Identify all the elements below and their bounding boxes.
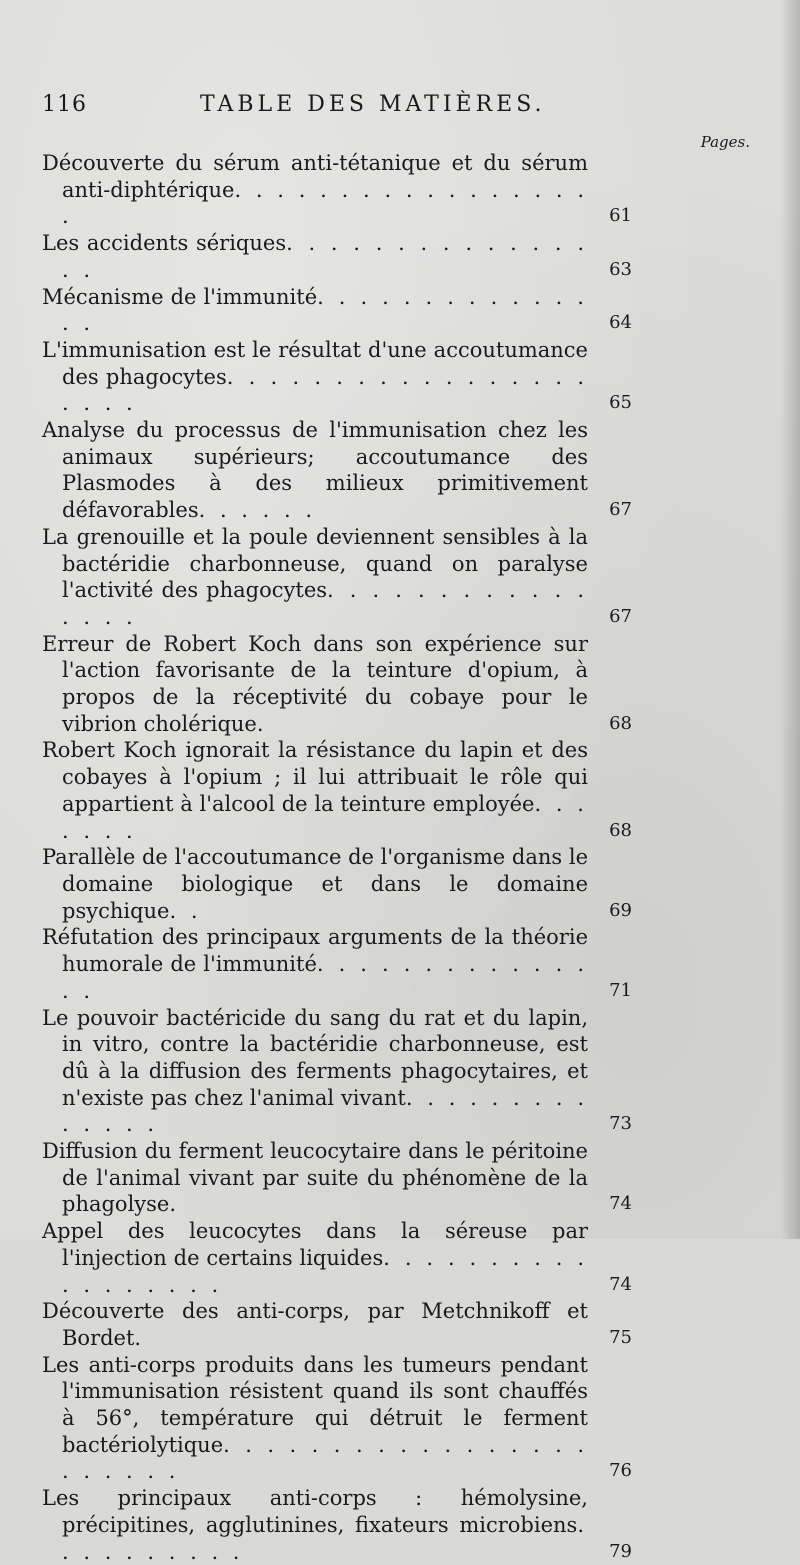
toc-entry-text: Robert Koch ignorait la résistance du lapin et des cobayes à l'opium ; il lui attribuait le rôle qui appartient à l'alcool de la teinture employée [42,738,588,816]
toc-page-number: 71 [609,979,632,1001]
toc-leader-dots: . . . . . . . . . . . . . . . [62,952,588,1003]
toc-leader-dots: . . . . . . . . . . . . . . . [62,284,588,336]
toc-entry [42,924,630,1004]
toc-entry-text: La grenouille et la poule deviennent sensibles à la bactéridie charbonneuse, quand on paralyse l'activité des phagocytes [42,524,588,603]
toc-entry [42,631,630,738]
toc-page-number: 76 [609,1460,632,1482]
toc-leader-dots: . . . . . . . . . . . . . . . . . . [62,177,588,229]
toc-entry [42,1298,630,1351]
page-number: 116 [42,92,87,117]
toc-entry-text: Analyse du processus de l'immunisation chez les animaux supérieurs; accoutumance des Plasmodes à des milieux primitivement défavorables [42,418,588,523]
toc-entry-text: Le pouvoir bactéricide du sang du rat et du lapin, in vitro, contre la bactéridie charbonneuse, est dû à la diffusion des ferments phagocytaires, et n'existe pas chez l'animal vivant [42,1005,588,1110]
toc-entry [42,1138,630,1218]
toc-entry [42,844,630,924]
toc-entry [42,1218,630,1298]
toc-page-number: 67 [609,499,632,521]
pages-column-label: Pages. [700,133,750,151]
toc-entry [42,284,630,337]
toc-entry-text: Diffusion du ferment leucocytaire dans le péritoine de l'animal vivant par suite du phénomène de la phagolyse. [42,1139,588,1217]
toc-leader-dots: . . . . . . . . . . [62,1512,588,1564]
table-of-contents [42,150,630,1565]
toc-page-number: 68 [609,819,632,841]
page-edge-shadow [780,0,800,1239]
toc-leader-dots: . . . . . . . . . . . . . . . . [62,231,588,282]
toc-page-number: 74 [609,1273,632,1295]
toc-entry-text: Parallèle de l'accoutumance de l'organisme dans le domaine biologique et dans le domaine psychique [42,845,588,923]
toc-entry-text: Les principaux anti-corps : hémolysine, précipitines, agglutinines, fixateurs microbiens [42,1486,588,1537]
toc-leader-dots: . . . . . . . . . . . . . . [62,1085,588,1137]
toc-page-number: 65 [609,392,632,414]
toc-entry-text: L'immunisation est le résultat d'une accoutumance des phagocytes [42,337,588,389]
toc-entry [42,1485,630,1565]
toc-entry-text: Découverte du sérum anti-tétanique et du sérum anti-diphtérique [42,151,588,202]
toc-entry-text: Mécanisme de l'immunité [42,284,318,309]
toc-page-number: 61 [609,205,632,227]
toc-entry-text: Découverte des anti-corps, par Metchnikoff et Bordet. [42,1299,588,1350]
toc-leader-dots: . . . . . . . . . . . . . . . . [62,578,588,629]
toc-entry [42,737,630,844]
toc-page-number: 79 [609,1540,632,1562]
running-header [42,92,642,122]
toc-entry [42,230,630,283]
toc-entry [42,524,630,631]
toc-entry-text: Réfutation des principaux arguments de la théorie humorale de l'immunité [42,925,588,977]
running-title: TABLE DES MATIÈRES. [200,92,546,117]
toc-entry [42,150,630,230]
toc-page-number: 64 [609,312,632,334]
toc-leader-dots: . . . . . . . [62,791,588,843]
toc-leader-dots: . . . . . . . . . . . . . . . . . . . . . [62,364,588,416]
toc-page-number: 69 [609,899,632,921]
toc-leader-dots: . . [169,898,202,923]
toc-leader-dots: . . . . . . [198,498,317,523]
toc-page-number: 75 [609,1326,632,1348]
toc-leader-dots: . . . . . . . . . . . . . . . . . . . . . . . [62,1432,588,1484]
toc-entry-text: Les accidents sériques [42,231,287,256]
toc-page-number: 68 [609,712,632,734]
toc-entry [42,1352,630,1486]
toc-page-number: 74 [609,1193,632,1215]
toc-leader-dots: . . . . . . . . . . . . . . . . . . [62,1245,588,1297]
toc-entry-text: Erreur de Robert Koch dans son expérience sur l'action favorisante de la teinture d'opium, à propos de la réceptivité du cobaye pour le vibrion cholérique. [42,631,588,736]
toc-page-number: 67 [609,605,632,627]
toc-page-number: 63 [609,258,632,280]
toc-entry-text: Appel des leucocytes dans la séreuse par l'injection de certains liquides [42,1219,588,1270]
toc-entry-text: Les anti-corps produits dans les tumeurs pendant l'immunisation résistent quand ils sont chauffés à 56°, température qui détruit le ferment bactériolytique [42,1352,588,1457]
toc-entry [42,337,630,417]
toc-page-number: 73 [609,1113,632,1135]
toc-entry [42,1005,630,1139]
toc-entry [42,417,630,524]
